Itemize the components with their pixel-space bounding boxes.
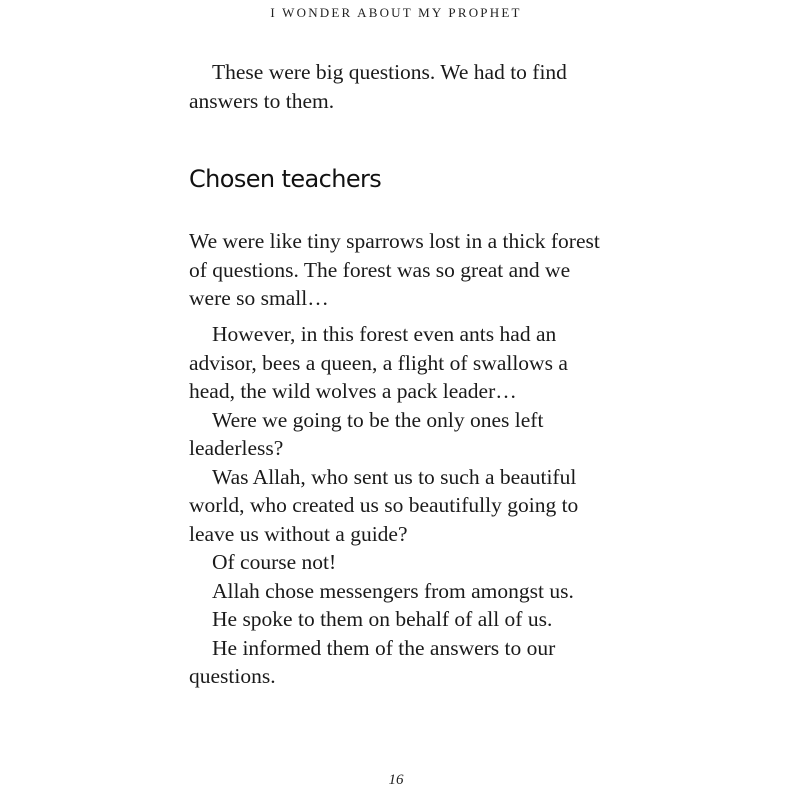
body-paragraph-5: Allah chose messengers from amongst us. bbox=[212, 578, 574, 603]
intro-paragraph: These were big questions. We had to find answers to them. bbox=[189, 60, 567, 113]
page-number: 16 bbox=[388, 772, 404, 788]
body-paragraph-3: Was Allah, who sent us to such a beautiful world, who created us so beautifully going to leave us without a guide? bbox=[189, 464, 579, 546]
section-heading: Chosen teachers bbox=[189, 165, 382, 193]
body-paragraph-1: However, in this forest even ants had an advisor, bees a queen, a flight of swallows a head, the wild wolves a pack leader… bbox=[189, 322, 568, 403]
section-first-block bbox=[189, 227, 609, 313]
body-paragraph-4: Of course not! bbox=[212, 550, 337, 574]
body-paragraph-6: He spoke to them on behalf of all of us. bbox=[212, 607, 553, 631]
section-first-paragraph: We were like tiny sparrows lost in a thick forest of questions. The forest was so great and we were so small… bbox=[189, 229, 600, 310]
body-paragraph-7: He informed them of the answers to our questions. bbox=[189, 635, 556, 688]
section-body bbox=[189, 320, 609, 691]
running-head: I WONDER ABOUT MY PROPHET bbox=[270, 5, 522, 20]
body-paragraph-2: Were we going to be the only ones left leaderless? bbox=[189, 407, 544, 460]
intro-block bbox=[189, 58, 609, 115]
